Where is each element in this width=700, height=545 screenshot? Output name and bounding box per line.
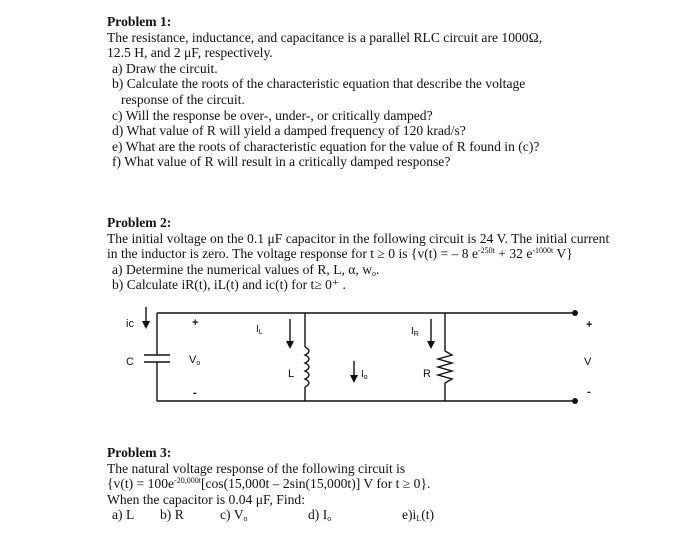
question-a-text: a) Determine the numerical values of R, L, α, w <box>112 261 373 277</box>
vo-subscript: o <box>196 360 201 367</box>
problem-3 <box>107 445 677 523</box>
question-a-subscript: o <box>372 268 377 278</box>
il-subscript: L <box>258 329 263 336</box>
problem-1-question-d: d) What value of R will yield a damped frequency of 120 krad/s? <box>112 123 466 139</box>
answer-a: a) L <box>112 507 135 523</box>
answer-e-text: e)i <box>402 507 417 523</box>
terminal-top <box>572 310 578 316</box>
voltage-equation-part-1: in the inductor is zero. The voltage response for t ≥ 0 is {v(t) = – 8 e <box>107 246 478 262</box>
resistor-zigzag <box>438 351 452 383</box>
problem-1-question-b-line-1: b) Calculate the roots of the characteristic equation that describe the voltage <box>112 76 526 92</box>
io-letter: I <box>361 369 364 380</box>
problem-2-question-a <box>107 262 677 278</box>
answer-e-suffix: (t) <box>421 507 435 523</box>
io-subscript: o <box>363 374 368 381</box>
problem-1-intro-line-1: The resistance, inductance, and capacitance is a parallel RLC circuit are 1000Ω, <box>107 29 543 45</box>
output-plus-sign: + <box>586 319 593 331</box>
problem-2-question-b: b) Calculate iR(t), iL(t) and ic(t) for t≥ 0⁺ . <box>112 277 346 293</box>
voltage-equation-part-3: V} <box>553 246 573 262</box>
il-letter: I <box>256 324 259 335</box>
problem-1-question-e: e) What are the roots of characteristic equation for the value of R found in (c)? <box>112 138 540 154</box>
problem-3-heading: Problem 3: <box>107 445 172 460</box>
vo-label <box>189 354 200 367</box>
ir-label <box>411 326 419 338</box>
problem-3-equation <box>107 476 677 492</box>
terminal-bottom <box>572 398 578 404</box>
parallel-rlc-circuit-diagram <box>100 305 620 440</box>
problem-3-answer-list <box>107 507 677 523</box>
problem-1-intro-line-2: 12.5 H, and 2 μF, respectively. <box>107 45 273 61</box>
inductor-coil <box>305 347 309 387</box>
answer-d <box>308 507 402 523</box>
problem-2 <box>107 215 677 293</box>
ir-subscript: R <box>413 331 419 338</box>
problem-2-intro-line-1: The initial voltage on the 0.1 μF capacitor in the following circuit is 24 V. The initial current <box>107 230 610 246</box>
resistor-label: R <box>423 368 431 380</box>
output-minus-sign: - <box>587 386 591 398</box>
equation-part-1: {v(t) = 100e <box>107 476 175 492</box>
answer-d-subscript: o <box>327 514 332 524</box>
answer-e <box>402 507 434 523</box>
ir-letter: I <box>411 326 414 337</box>
question-a-period: . <box>376 261 380 277</box>
il-label <box>256 324 263 336</box>
capacitor-label: C <box>126 356 134 368</box>
equation-exponent: -20,000t <box>174 476 201 486</box>
answer-c <box>220 507 308 523</box>
vo-minus-sign: - <box>193 387 197 399</box>
problem-1-question-a: a) Draw the circuit. <box>112 60 218 76</box>
problem-1-question-f: f) What value of R will result in a critically damped response? <box>112 154 451 170</box>
problem-1 <box>107 14 677 170</box>
problem-3-intro-line-1: The natural voltage response of the following circuit is <box>107 460 406 476</box>
inductor-label: L <box>288 368 295 380</box>
exponent-2: -1000t <box>532 246 554 256</box>
vo-letter: V <box>189 354 197 366</box>
answer-d-text: d) I <box>308 507 328 523</box>
problem-2-intro-line-2 <box>107 246 677 262</box>
answer-e-subscript: L <box>416 514 422 524</box>
answer-b: b) R <box>160 507 184 523</box>
problem-1-question-b-line-2: response of the circuit. <box>121 91 245 107</box>
io-label <box>361 369 368 381</box>
ic-label: ic <box>126 318 134 330</box>
problem-1-question-c: c) Will the response be over-, under-, or critically damped? <box>112 107 433 123</box>
voltage-equation-part-2: + 32 e <box>494 246 533 262</box>
problem-3-intro-line-3: When the capacitor is 0.04 μF, Find: <box>107 491 305 507</box>
equation-part-2: [cos(15,000t – 2sin(15,000t)] V for t ≥ 0}. <box>200 476 431 492</box>
problem-2-heading: Problem 2: <box>107 215 172 230</box>
exponent-1: -250t <box>477 246 495 256</box>
answer-c-subscript: o <box>243 514 248 524</box>
answer-c-text: c) V <box>220 507 244 523</box>
vo-plus-sign: + <box>192 317 199 329</box>
output-voltage-label: V <box>584 356 592 368</box>
problem-1-heading: Problem 1: <box>107 14 172 29</box>
